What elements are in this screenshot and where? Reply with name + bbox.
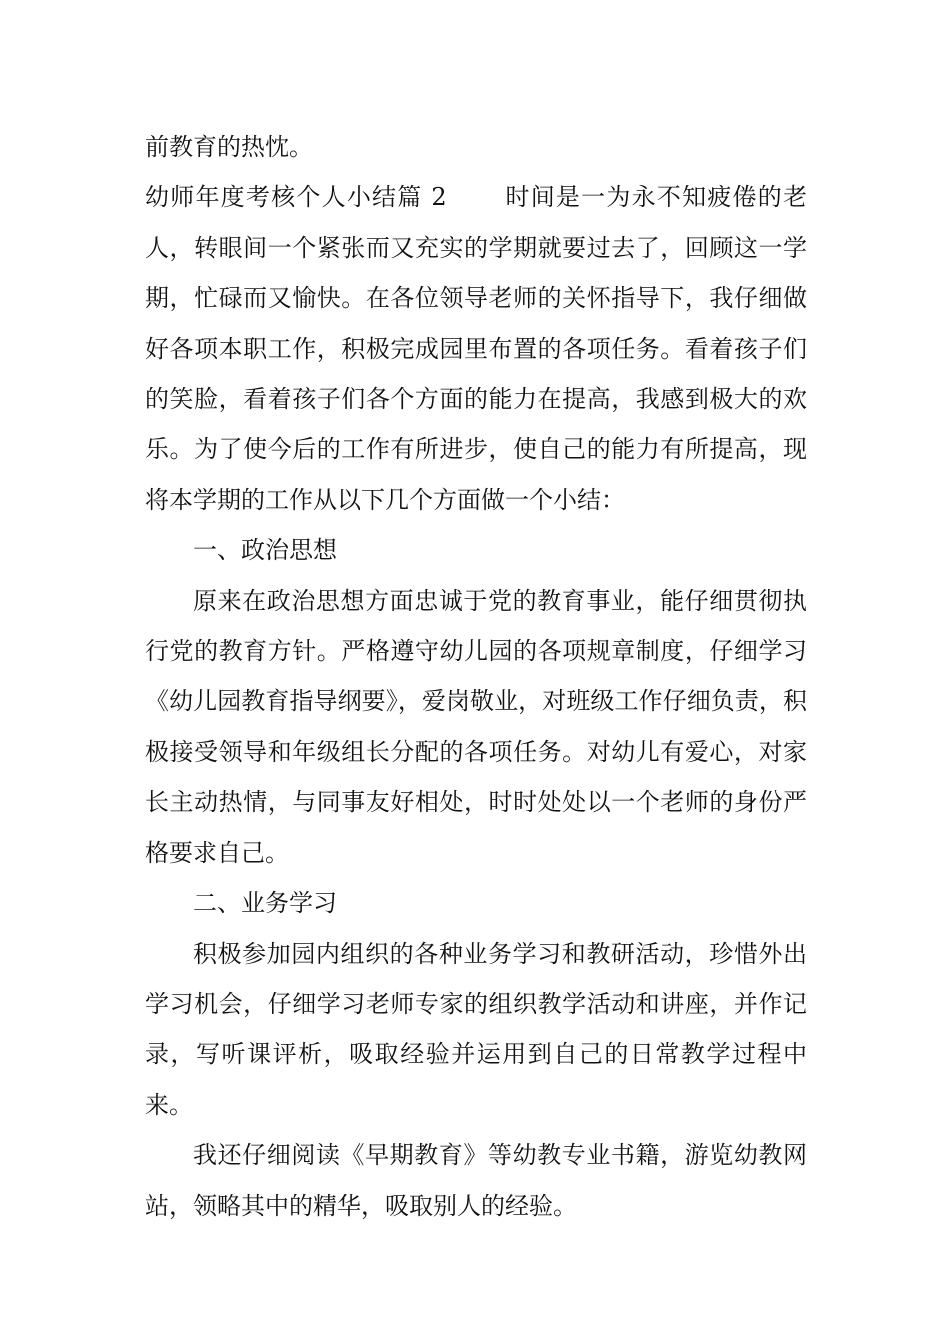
section-block <box>145 172 807 525</box>
continuation-line: 前教育的热忱。 <box>145 133 313 161</box>
document-body <box>145 122 807 1231</box>
paragraph-political-thought: 原来在政治思想方面忠诚于党的教育事业，能仔细贯彻执行党的教育方针。严格遵守幼儿园的各项规章制度，仔细学习《幼儿园教育指导纲要》，爱岗敬业，对班级工作仔细负责，积极接受领导和年级组长分配的各项任务。对幼儿有爱心，对家长主动热情，与同事友好相处，时时处处以一个老师的身份严格要求自己。 <box>145 586 807 867</box>
heading-professional-study: 二、业务学习 <box>193 889 337 918</box>
heading-political-thought: 一、政治思想 <box>193 536 337 565</box>
paragraph-professional-study: 积极参加园内组织的各种业务学习和教研活动，珍惜外出学习机会，仔细学习老师专家的组织教学活动和讲座，并作记录，写听课评析，吸取经验并运用到自己的日常教学过程中来。 <box>145 939 807 1119</box>
intro-text: 时间是一为永不知疲倦的老人，转眼间一个紧张而又充实的学期就要过去了，回顾这一学期，忙碌而又愉快。在各位领导老师的关怀指导下，我仔细做好各项本职工作，积极完成园里布置的各项任务。看着孩子们的笑脸，看着孩子们各个方面的能力在提高，我感到极大的欢乐。为了使今后的工作有所进步，使自己的能力有所提高，现将本学期的工作从以下几个方面做一个小结： <box>145 183 807 514</box>
section-title: 幼师年度考核个人小结篇 2 <box>145 183 447 212</box>
paragraph-reading: 我还仔细阅读《早期教育》等幼教专业书籍，游览幼教网站，领略其中的精华，吸取别人的经验。 <box>145 1141 807 1220</box>
